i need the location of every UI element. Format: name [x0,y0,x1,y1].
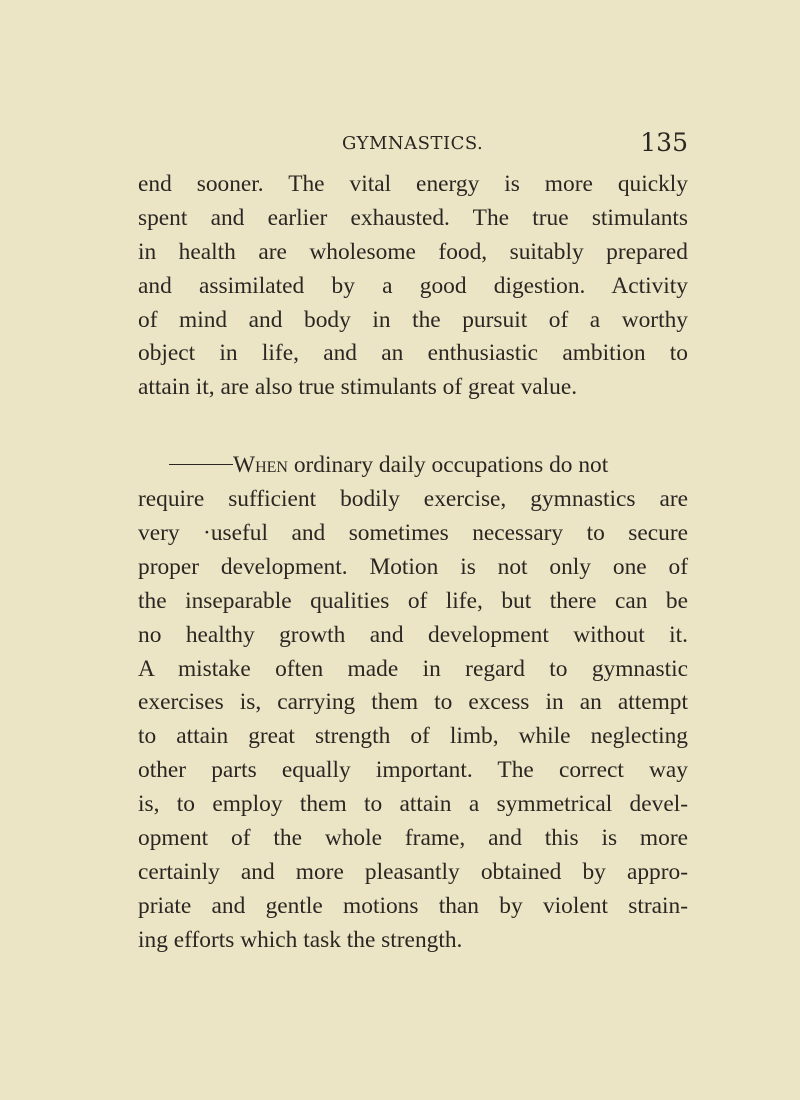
paragraph-1 [138,168,688,405]
lead-word: When [233,452,288,479]
paragraph-2 [138,449,688,957]
em-dash-rule [169,464,233,465]
text-line: exercises is, carrying them to excess in an attempt [138,689,688,716]
first-line-rest: ordinary daily occupations do not [287,452,609,479]
text-line: other parts equally important. The correct way [138,757,688,784]
text-line: require sufficient bodily exercise, gymnastics are [138,486,688,513]
text-line: spent and earlier exhausted. The true stimulants [138,204,688,231]
page-number: 135 [640,128,688,157]
text-line: of mind and body in the pursuit of a worthy [138,306,688,333]
text-line: proper development. Motion is not only one of [138,553,688,580]
text-line: no healthy growth and development without it. [138,621,688,648]
text-line: ing efforts which task the strength. [138,926,463,953]
text-line: and assimilated by a good digestion. Activity [138,272,688,299]
text-line: in health are wholesome food, suitably prepared [138,238,688,265]
text-line: is, to employ them to attain a symmetrical devel- [138,791,688,818]
text-line: A mistake often made in regard to gymnastic [138,655,688,682]
text-line: to attain great strength of limb, while neglecting [138,723,688,750]
running-head [140,128,688,162]
text-line: the inseparable qualities of life, but there can be [138,587,688,614]
text-line: opment of the whole frame, and this is more [138,825,688,852]
text-line-first [138,449,688,483]
text-line: very ·useful and sometimes necessary to secure [138,520,688,547]
text-line: certainly and more pleasantly obtained by appro- [138,858,688,885]
paragraph-gap [138,405,688,449]
text-line: object in life, and an enthusiastic ambition to [138,340,688,367]
running-title: GYMNASTICS. [342,133,484,154]
body-text [138,168,688,958]
text-line: end sooner. The vital energy is more quickly [138,171,688,197]
text-line: priate and gentle motions than by violent strain- [138,892,688,919]
text-line: attain it, are also true stimulants of great value. [138,374,578,401]
